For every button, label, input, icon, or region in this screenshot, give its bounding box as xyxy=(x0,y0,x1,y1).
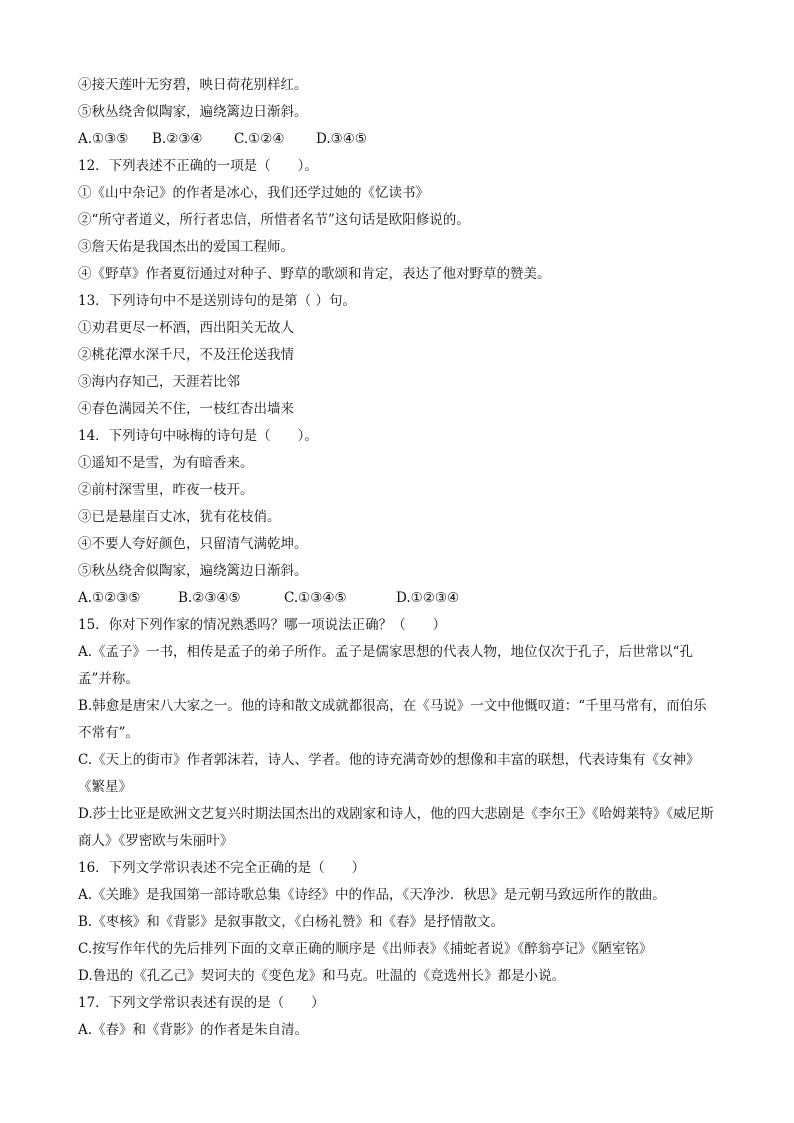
q17-stem: 17．下列文学常识表述有误的是（ ） xyxy=(78,995,325,1011)
q13-stem: 13．下列诗句中不是送别诗句的是第（ ）句。 xyxy=(78,293,356,309)
q13-item-3: ③海内存知己，天涯若比邻 xyxy=(78,374,240,390)
q12-item-1: ①《山中杂记》的作者是冰心，我们还学过她的《忆读书》 xyxy=(78,185,429,201)
q14-options xyxy=(78,585,718,612)
q16-option-b: B.《枣核》和《背影》是叙事散文，《白杨礼赞》和《春》是抒情散文。 xyxy=(78,914,504,930)
q14-item-1: ①遥知不是雪，为有暗香来。 xyxy=(78,455,254,471)
q13-item-2: ②桃花潭水深千尺，不及汪伦送我情 xyxy=(78,347,294,363)
poem-line-5: ⑤秋丛绕舍似陶家，遍绕篱边日渐斜。 xyxy=(78,104,308,120)
q15-stem: 15．你对下列作家的情况熟悉吗？哪一项说法正确？（ ） xyxy=(78,617,447,633)
exam-page xyxy=(78,72,718,1044)
option-d: D.①②③④ xyxy=(396,590,460,606)
option-b: B.②③④⑤ xyxy=(178,590,241,606)
q16-option-c: C.按写作年代的先后排列下面的文章正确的顺序是《出师表》《捕蛇者说》《醉翁亭记》《陋室铭》 xyxy=(78,941,653,957)
q13-item-4: ④春色满园关不住，一枝红杏出墙来 xyxy=(78,401,294,417)
q16-option-d: D.鲁迅的《孔乙己》契诃夫的《变色龙》和马克。吐温的《竞选州长》都是小说。 xyxy=(78,968,566,984)
option-c: C.①③④⑤ xyxy=(284,590,347,606)
q16-stem: 16．下列文学常识表述不完全正确的是（ ） xyxy=(78,860,366,876)
option-a: A.①②③⑤ xyxy=(78,590,141,606)
q14-item-4: ④不要人夸好颜色，只留清气满乾坤。 xyxy=(78,536,308,552)
poem-line-4: ④接天莲叶无穷碧，映日荷花别样红。 xyxy=(78,77,308,93)
q14-item-2: ②前村深雪里，昨夜一枝开。 xyxy=(78,482,254,498)
option-a: A.①③⑤ xyxy=(78,131,129,147)
q12-item-3: ③詹天佑是我国杰出的爱国工程师。 xyxy=(78,239,294,255)
option-c: C.①②④ xyxy=(234,131,285,147)
q11-options xyxy=(78,126,718,153)
q12-item-4: ④《野草》作者夏衍通过对种子、野草的歌颂和肯定，表达了他对野草的赞美。 xyxy=(78,266,551,282)
q15-option-c: C.《天上的街市》作者郭沫若，诗人、学者。他的诗充满奇妙的想像和丰富的联想，代表诗集有《女神》《繁星》 xyxy=(78,752,700,795)
q14-item-5: ⑤秋丛绕舍似陶家，遍绕篱边日渐斜。 xyxy=(78,563,308,579)
q13-item-1: ①劝君更尽一杯酒，西出阳关无故人 xyxy=(78,320,294,336)
q14-stem: 14．下列诗句中咏梅的诗句是（ ）。 xyxy=(78,428,318,444)
q17-option-a: A.《春》和《背影》的作者是朱自清。 xyxy=(78,1022,309,1038)
q15-option-a: A.《孟子》一书，相传是孟子的弟子所作。孟子是儒家思想的代表人物，地位仅次于孔子，后世常以“孔孟”并称。 xyxy=(78,644,693,687)
q12-stem: 12．下列表述不正确的一项是（ ）。 xyxy=(78,158,318,174)
option-b: B.②③④ xyxy=(152,131,203,147)
option-d: D.③④⑤ xyxy=(316,131,367,147)
q16-option-a: A.《关雎》是我国第一部诗歌总集《诗经》中的作品，《天净沙．秋思》是元朝马致远所作的散曲。 xyxy=(78,887,666,903)
q14-item-3: ③已是悬崖百丈冰，犹有花枝俏。 xyxy=(78,509,281,525)
q12-item-2: ②“所守者道义，所行者忠信，所惜者名节”这句话是欧阳修说的。 xyxy=(78,212,470,228)
q15-option-b: B.韩愈是唐宋八大家之一。他的诗和散文成就都很高，在《马说》一文中他慨叹道：“千里马常有，而伯乐不常有”。 xyxy=(78,698,707,741)
q15-option-d: D.莎士比亚是欧洲文艺复兴时期法国杰出的戏剧家和诗人，他的四大悲剧是《李尔王》《哈姆莱特》《威尼斯商人》《罗密欧与朱丽叶》 xyxy=(78,806,714,849)
